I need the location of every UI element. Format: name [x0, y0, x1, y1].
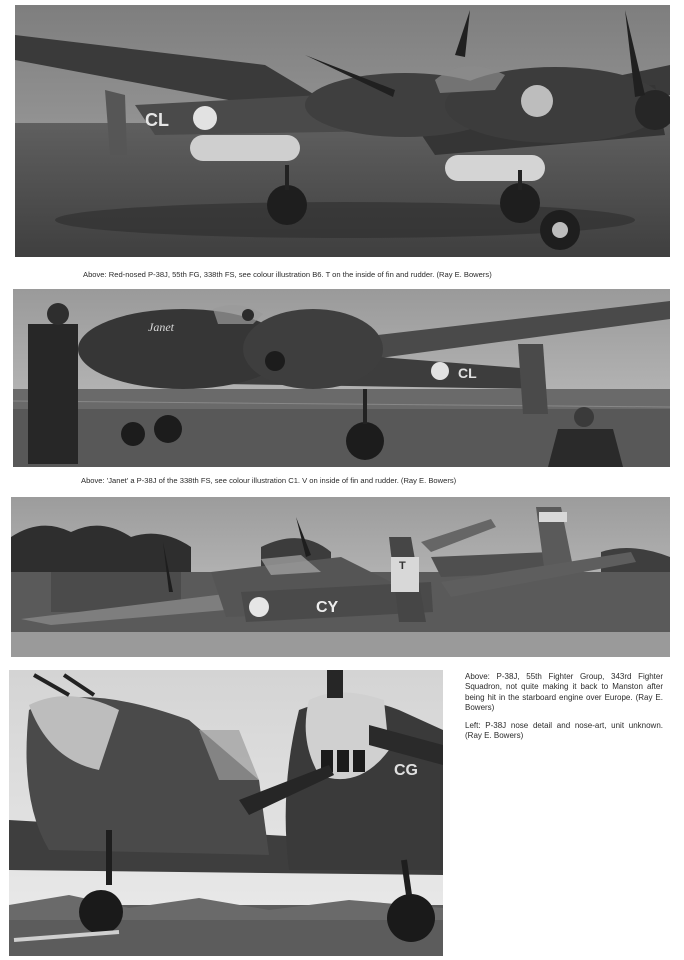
- photo-janet-p38j: [13, 289, 670, 467]
- photo-nose-detail-p38j: [9, 670, 443, 956]
- boom-code-letters: CL: [145, 110, 169, 130]
- nose-art-name: Janet: [148, 320, 174, 334]
- boom-code-letters: CL: [458, 365, 477, 381]
- photo-crashed-p38j: [11, 497, 670, 657]
- photo-red-nosed-p38j: [15, 5, 670, 257]
- photo-caption-janet: Above: 'Janet' a P-38J of the 338th FS, see colour illustration C1. V on inside of fin and rudder. (Ray E. Bowers): [81, 476, 457, 485]
- caption-crashed-p38j: Above: P-38J, 55th Fighter Group, 343rd Fighter Squadron, not quite making it back to Manston after being hit in the starboard engine over Europe. (Ray E. Bowers): [465, 672, 663, 713]
- caption-nose-detail: Left: P-38J nose detail and nose-art, unit unknown. (Ray E. Bowers): [465, 721, 663, 741]
- boom-code-letters: CY: [316, 599, 339, 616]
- fin-letter: T: [399, 560, 406, 572]
- boom-code-letters: CG: [394, 762, 418, 779]
- photo-caption-red-nosed: Above: Red-nosed P-38J, 55th FG, 338th FS, see colour illustration B6. T on the inside of fin and rudder. (Ray E. Bowers): [83, 270, 492, 279]
